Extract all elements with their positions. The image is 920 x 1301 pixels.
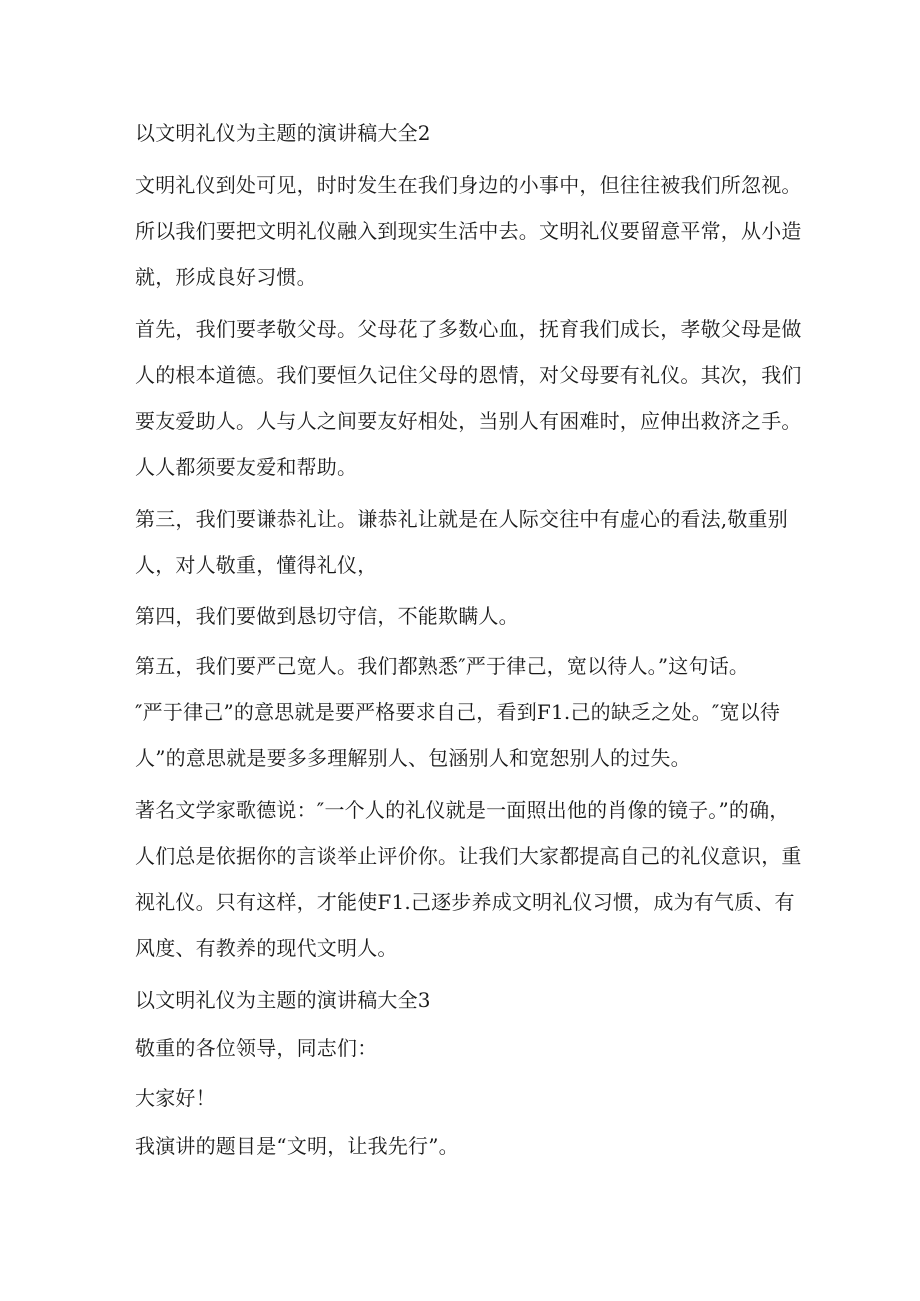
section-heading-3: 以文明礼仪为主题的演讲稿大全3 bbox=[135, 988, 431, 1012]
greeting: 大家好！ bbox=[135, 1086, 216, 1110]
text-line: 我演讲的题目是“文明，让我先行”。 bbox=[135, 1134, 459, 1158]
text-line: 人人都须要友爱和帮助。 bbox=[135, 455, 358, 479]
text-line: 首先，我们要孝敬父母。父母花了多数心血，抚育我们成长，孝敬父母是做 bbox=[135, 317, 802, 341]
salutation: 敬重的各位领导，同志们： bbox=[135, 1036, 378, 1060]
text-line: 人，对人敬重，懂得礼仪， bbox=[135, 553, 378, 577]
text-line: 第三，我们要谦恭礼让。谦恭礼让就是在人际交往中有虚心的看法,敬重别 bbox=[135, 507, 788, 531]
text-line: 风度、有教养的现代文明人。 bbox=[135, 936, 398, 960]
text-line: 人”的意思就是要多多理解别人、包涵别人和宽恕别人的过失。 bbox=[135, 746, 691, 770]
section-heading-2: 以文明礼仪为主题的演讲稿大全2 bbox=[135, 121, 431, 145]
text-line: 第五，我们要严己宽人。我们都熟悉″严于律己，宽以待人。”这句话。 bbox=[135, 654, 750, 678]
text-line: 第四，我们要做到恳切守信，不能欺瞒人。 bbox=[135, 604, 519, 628]
text-line: 要友爱助人。人与人之间要友好相处，当别人有困难时，应伸出救济之手。 bbox=[135, 409, 802, 433]
text-line: 人们总是依据你的言谈举止评价你。让我们大家都提高自己的礼仪意识，重 bbox=[135, 844, 802, 868]
text-line: 就，形成良好习惯。 bbox=[135, 265, 317, 289]
text-line: 人的根本道德。我们要恒久记住父母的恩情，对父母要有礼仪。其次，我们 bbox=[135, 363, 802, 387]
text-line: 著名文学家歌德说：″一个人的礼仪就是一面照出他的肖像的镜子。”的确， bbox=[135, 798, 790, 822]
text-line: ″严于律己”的意思就是要严格要求自己，看到F1.己的缺乏之处。″宽以待 bbox=[135, 700, 781, 724]
text-line: 文明礼仪到处可见，时时发生在我们身边的小事中，但往往被我们所忽视。 bbox=[135, 173, 802, 197]
text-line: 所以我们要把文明礼仪融入到现实生活中去。文明礼仪要留意平常，从小造 bbox=[135, 219, 802, 243]
text-line: 视礼仪。只有这样，才能使F1.己逐步养成文明礼仪习惯，成为有气质、有 bbox=[135, 890, 795, 914]
